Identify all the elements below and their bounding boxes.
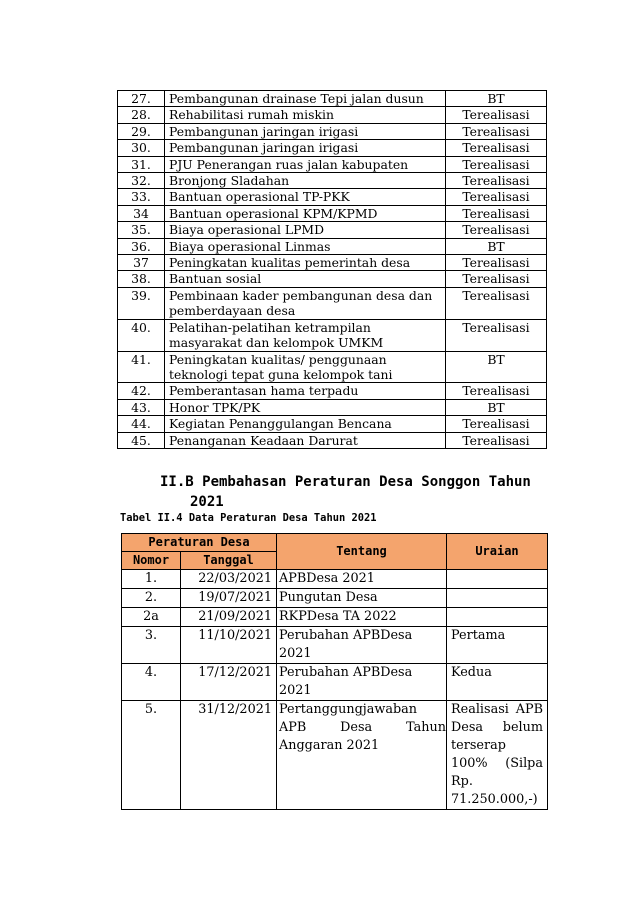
cell-program: PJU Penerangan ruas jalan kabupaten xyxy=(165,156,446,172)
cell-status: Terealisasi xyxy=(446,319,547,351)
cell-tanggal: 11/10/2021 xyxy=(181,627,277,664)
table-row xyxy=(118,319,547,351)
perdes-table-body xyxy=(122,570,548,810)
table-caption: Tabel II.4 Data Peraturan Desa Tahun 2021 xyxy=(120,512,377,524)
cell-no: 27. xyxy=(118,91,165,107)
cell-nomor: 1. xyxy=(122,570,181,589)
cell-program: Penanganan Keadaan Darurat xyxy=(165,432,446,448)
cell-program: Bantuan operasional TP-PKK xyxy=(165,189,446,205)
cell-tentang: APBDesa 2021 xyxy=(277,570,447,589)
cell-status: Terealisasi xyxy=(446,156,547,172)
table-row xyxy=(118,383,547,399)
cell-uraian xyxy=(447,608,548,627)
cell-program: Pembangunan drainase Tepi jalan dusun xyxy=(165,91,446,107)
program-table-body xyxy=(118,91,547,449)
cell-program: Biaya operasional Linmas xyxy=(165,238,446,254)
cell-no: 29. xyxy=(118,123,165,139)
table-row xyxy=(118,432,547,448)
cell-nomor: 5. xyxy=(122,701,181,810)
cell-status: Terealisasi xyxy=(446,123,547,139)
cell-program: Bantuan operasional KPM/KPMD xyxy=(165,205,446,221)
cell-status: Terealisasi xyxy=(446,383,547,399)
cell-no: 31. xyxy=(118,156,165,172)
cell-no: 33. xyxy=(118,189,165,205)
cell-no: 41. xyxy=(118,351,165,383)
cell-tentang: Pertanggungjawaban APB Desa Tahun Anggaran 2021 xyxy=(277,701,447,810)
section-heading-line2: 2021 xyxy=(190,494,224,510)
cell-tentang: Perubahan APBDesa 2021 xyxy=(277,627,447,664)
cell-no: 37 xyxy=(118,255,165,271)
cell-status: Terealisasi xyxy=(446,432,547,448)
table-row xyxy=(118,205,547,221)
table-row xyxy=(122,701,548,810)
cell-no: 45. xyxy=(118,432,165,448)
cell-status: Terealisasi xyxy=(446,271,547,287)
table-row xyxy=(122,570,548,589)
cell-no: 36. xyxy=(118,238,165,254)
table-row xyxy=(118,140,547,156)
cell-status: Terealisasi xyxy=(446,255,547,271)
cell-program: Pembangunan jaringan irigasi xyxy=(165,140,446,156)
table-row xyxy=(122,589,548,608)
cell-tanggal: 21/09/2021 xyxy=(181,608,277,627)
cell-status: Terealisasi xyxy=(446,205,547,221)
cell-uraian: Kedua xyxy=(447,664,548,701)
table-row xyxy=(118,238,547,254)
cell-tentang: RKPDesa TA 2022 xyxy=(277,608,447,627)
perdes-table xyxy=(121,533,548,810)
header-tentang: Tentang xyxy=(277,534,447,570)
cell-uraian: Realisasi APB Desa belum terserap 100% (Silpa Rp. 71.250.000,-) xyxy=(447,701,548,810)
table-row xyxy=(118,399,547,415)
table-row xyxy=(118,271,547,287)
table-row xyxy=(118,123,547,139)
cell-no: 35. xyxy=(118,222,165,238)
cell-uraian: Pertama xyxy=(447,627,548,664)
cell-nomor: 2. xyxy=(122,589,181,608)
cell-program: Peningkatan kualitas/ penggunaan teknologi tepat guna kelompok tani xyxy=(165,351,446,383)
cell-program: Pemberantasan hama terpadu xyxy=(165,383,446,399)
cell-tanggal: 31/12/2021 xyxy=(181,701,277,810)
cell-program: Pembangunan jaringan irigasi xyxy=(165,123,446,139)
cell-tanggal: 22/03/2021 xyxy=(181,570,277,589)
cell-program: Honor TPK/PK xyxy=(165,399,446,415)
table-row xyxy=(118,189,547,205)
cell-program: Biaya operasional LPMD xyxy=(165,222,446,238)
cell-uraian xyxy=(447,570,548,589)
table-row xyxy=(118,255,547,271)
cell-status: Terealisasi xyxy=(446,416,547,432)
cell-tanggal: 17/12/2021 xyxy=(181,664,277,701)
header-tanggal: Tanggal xyxy=(181,552,277,570)
cell-status: Terealisasi xyxy=(446,189,547,205)
cell-no: 39. xyxy=(118,287,165,319)
cell-no: 40. xyxy=(118,319,165,351)
table-row xyxy=(122,627,548,664)
cell-tanggal: 19/07/2021 xyxy=(181,589,277,608)
table-row xyxy=(122,664,548,701)
table-row xyxy=(118,107,547,123)
cell-nomor: 4. xyxy=(122,664,181,701)
cell-no: 43. xyxy=(118,399,165,415)
header-uraian: Uraian xyxy=(447,534,548,570)
header-nomor: Nomor xyxy=(122,552,181,570)
cell-nomor: 2a xyxy=(122,608,181,627)
table-row xyxy=(118,416,547,432)
cell-no: 34 xyxy=(118,205,165,221)
cell-no: 30. xyxy=(118,140,165,156)
table-row xyxy=(118,156,547,172)
cell-nomor: 3. xyxy=(122,627,181,664)
cell-no: 38. xyxy=(118,271,165,287)
cell-status: BT xyxy=(446,399,547,415)
cell-status: BT xyxy=(446,351,547,383)
table-row xyxy=(118,351,547,383)
cell-no: 32. xyxy=(118,173,165,189)
cell-program: Kegiatan Penanggulangan Bencana xyxy=(165,416,446,432)
cell-uraian xyxy=(447,589,548,608)
perdes-table-header xyxy=(122,534,548,570)
cell-no: 42. xyxy=(118,383,165,399)
header-peraturan-desa: Peraturan Desa xyxy=(122,534,277,552)
cell-program: Pembinaan kader pembangunan desa dan pemberdayaan desa xyxy=(165,287,446,319)
cell-program: Rehabilitasi rumah miskin xyxy=(165,107,446,123)
table-row xyxy=(118,91,547,107)
cell-program: Peningkatan kualitas pemerintah desa xyxy=(165,255,446,271)
cell-status: Terealisasi xyxy=(446,222,547,238)
cell-status: Terealisasi xyxy=(446,173,547,189)
cell-program: Pelatihan-pelatihan ketrampilan masyarakat dan kelompok UMKM xyxy=(165,319,446,351)
cell-status: Terealisasi xyxy=(446,107,547,123)
table-row xyxy=(118,287,547,319)
table-row xyxy=(122,608,548,627)
cell-program: Bronjong Sladahan xyxy=(165,173,446,189)
cell-no: 28. xyxy=(118,107,165,123)
cell-status: BT xyxy=(446,238,547,254)
cell-tentang: Pungutan Desa xyxy=(277,589,447,608)
table-row xyxy=(118,222,547,238)
cell-program: Bantuan sosial xyxy=(165,271,446,287)
section-heading-line1: II.B Pembahasan Peraturan Desa Songgon Tahun xyxy=(160,474,531,490)
table-row xyxy=(118,173,547,189)
section-heading xyxy=(160,472,540,512)
cell-no: 44. xyxy=(118,416,165,432)
program-table xyxy=(117,90,547,449)
cell-status: Terealisasi xyxy=(446,287,547,319)
cell-status: BT xyxy=(446,91,547,107)
cell-status: Terealisasi xyxy=(446,140,547,156)
cell-tentang: Perubahan APBDesa 2021 xyxy=(277,664,447,701)
